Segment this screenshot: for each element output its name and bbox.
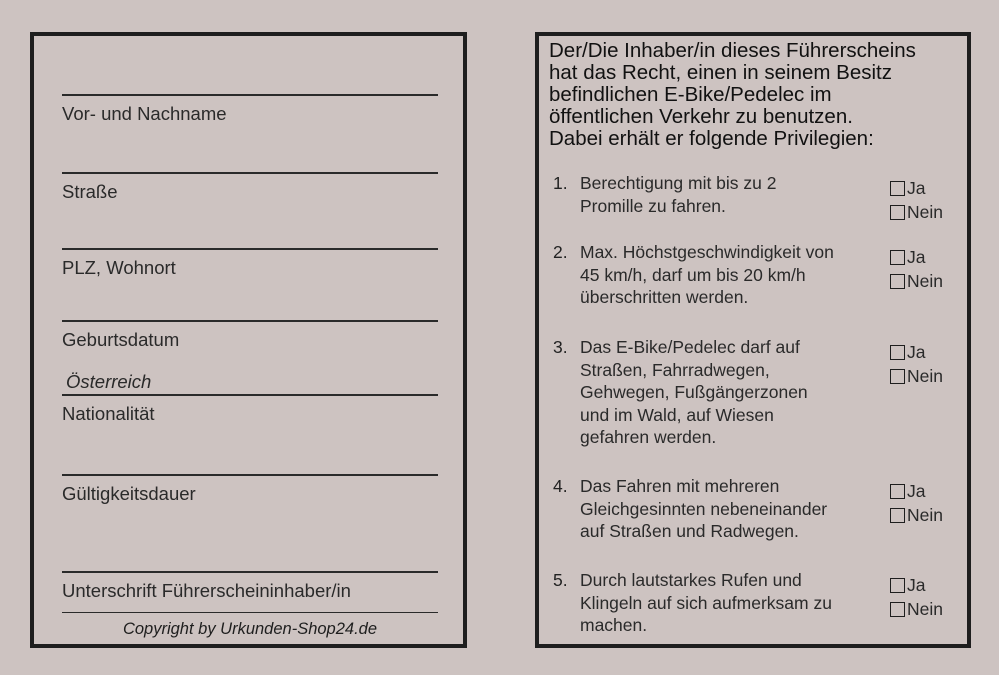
item-text [580, 241, 880, 309]
zip-city-input-line[interactable] [62, 248, 438, 250]
item-options [890, 176, 943, 224]
item-number: 1. [553, 173, 568, 193]
option-yes[interactable] [890, 479, 943, 503]
option-yes-label: Ja [907, 574, 926, 595]
copyright-text: Copyright by Urkunden-Shop24.de [122, 620, 378, 638]
option-yes-label: Ja [907, 341, 926, 362]
option-no[interactable] [890, 597, 943, 621]
field-label-validity: Gültigkeitsdauer [62, 483, 196, 504]
intro-line: Der/Die Inhaber/in dieses Führerscheins [549, 39, 916, 62]
item-text-line: überschritten werden. [580, 287, 749, 307]
item-options [890, 245, 943, 293]
nationality-value[interactable]: Österreich [66, 371, 152, 392]
option-yes[interactable] [890, 176, 943, 200]
field-name [62, 94, 438, 125]
option-no-label: Nein [907, 504, 943, 525]
validity-input-line[interactable] [62, 474, 438, 476]
checkbox-no[interactable] [890, 602, 905, 617]
option-yes-label: Ja [907, 246, 926, 267]
option-no[interactable] [890, 364, 943, 388]
item-text-line: Promille zu fahren. [580, 195, 726, 216]
item-text-line: Das Fahren mit mehreren [580, 476, 780, 496]
license-front-card [30, 32, 467, 648]
item-text-line: Das E-Bike/Pedelec darf auf [580, 337, 800, 357]
checkbox-no[interactable] [890, 508, 905, 523]
item-number: 4. [553, 476, 568, 496]
field-label-name: Vor- und Nachname [62, 103, 227, 124]
name-input-line[interactable] [62, 94, 438, 96]
field-birthdate [62, 320, 438, 351]
item-text-line: Klingeln auf sich aufmerksam zu [580, 592, 832, 613]
item-text-line: und im Wald, auf Wiesen [580, 404, 774, 425]
item-text-line: Durch lautstarkes Rufen und [580, 570, 802, 590]
license-back-card [535, 32, 971, 648]
field-zip-city [62, 248, 438, 279]
street-input-line[interactable] [62, 172, 438, 174]
option-no-label: Nein [907, 598, 943, 619]
item-text-line: Max. Höchstgeschwindigkeit von [580, 242, 834, 262]
privileges-intro [549, 40, 969, 150]
item-text-line: Gehwegen, Fußgängerzonen [580, 382, 808, 402]
item-text [580, 569, 880, 637]
field-label-signature: Unterschrift Führerscheininhaber/in [62, 580, 351, 601]
nationality-input-line[interactable] [62, 394, 438, 396]
option-no[interactable] [890, 503, 943, 527]
signature-input-line[interactable] [62, 571, 438, 573]
checkbox-yes[interactable] [890, 345, 905, 360]
item-options [890, 340, 943, 388]
option-no-label: Nein [907, 365, 943, 386]
intro-line: öffentlichen Verkehr zu benutzen. [549, 105, 853, 128]
option-yes[interactable] [890, 573, 943, 597]
option-no[interactable] [890, 200, 943, 224]
item-number: 5. [553, 570, 568, 590]
birthdate-input-line[interactable] [62, 320, 438, 322]
field-label-zip-city: PLZ, Wohnort [62, 257, 176, 278]
checkbox-yes[interactable] [890, 250, 905, 265]
intro-line: hat das Recht, einen in seinem Besitz [549, 61, 892, 84]
checkbox-yes[interactable] [890, 578, 905, 593]
item-text-line: machen. [580, 615, 648, 635]
checkbox-no[interactable] [890, 274, 905, 289]
item-text-line: 45 km/h, darf um bis 20 km/h [580, 264, 806, 285]
item-text [580, 336, 880, 449]
field-label-street: Straße [62, 181, 118, 202]
field-nationality [62, 394, 438, 425]
item-text [580, 172, 880, 217]
item-text-line: Straßen, Fahrradwegen, [580, 359, 770, 380]
item-text [580, 475, 880, 543]
item-text-line: auf Straßen und Radwegen. [580, 521, 799, 541]
bottom-rule [62, 612, 438, 613]
option-no-label: Nein [907, 270, 943, 291]
checkbox-yes[interactable] [890, 181, 905, 196]
checkbox-no[interactable] [890, 369, 905, 384]
item-text-line: gefahren werden. [580, 427, 717, 447]
checkbox-no[interactable] [890, 205, 905, 220]
field-label-nationality: Nationalität [62, 403, 155, 424]
option-no[interactable] [890, 269, 943, 293]
option-no-label: Nein [907, 201, 943, 222]
field-street [62, 172, 438, 203]
item-options [890, 573, 943, 621]
option-yes[interactable] [890, 340, 943, 364]
item-text-line: Berechtigung mit bis zu 2 [580, 173, 777, 193]
divider [62, 612, 438, 613]
item-number: 2. [553, 242, 568, 262]
option-yes-label: Ja [907, 480, 926, 501]
intro-line: befindlichen E-Bike/Pedelec im [549, 83, 832, 106]
option-yes-label: Ja [907, 177, 926, 198]
option-yes[interactable] [890, 245, 943, 269]
item-text-line: Gleichgesinnten nebeneinander [580, 498, 828, 519]
item-number: 3. [553, 337, 568, 357]
field-signature [62, 571, 438, 602]
field-label-birthdate: Geburtsdatum [62, 329, 180, 350]
checkbox-yes[interactable] [890, 484, 905, 499]
intro-line: Dabei erhält er folgende Privilegien: [549, 127, 874, 150]
item-options [890, 479, 943, 527]
field-validity [62, 474, 438, 505]
